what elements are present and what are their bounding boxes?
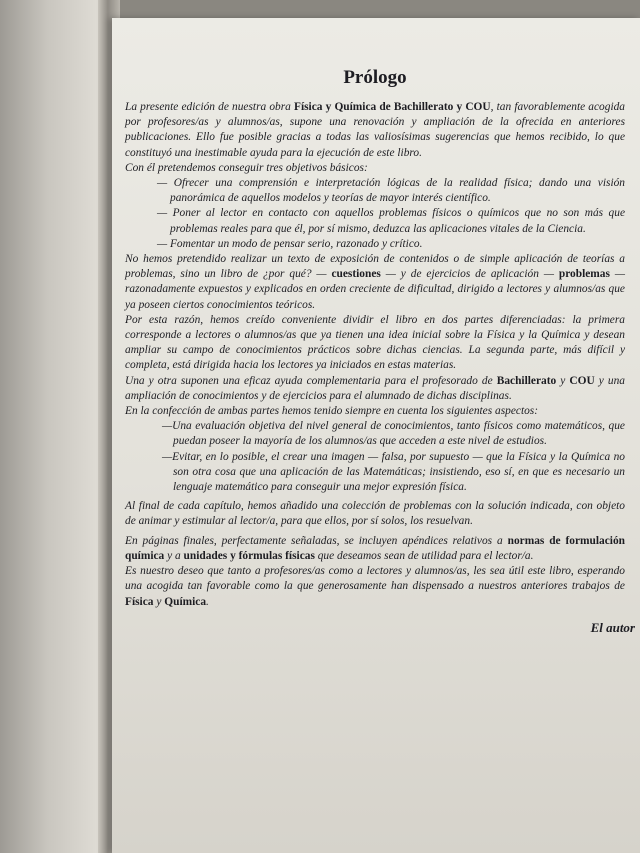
text-run: No hemos pretendido realizar un texto de exposición de contenidos o de simple aplicación de teorías a problemas, sino un libro de ¿por qué? —: [125, 253, 625, 281]
text-run: Por esta razón, hemos creído conveniente dividir el libro en dos partes diferenciadas: la primera corresponde a lectores o alumnos/as que ya tienen una idea inicial sobre la Física y la Química y desean ampliar su campo de conocimientos prácticos sobre dichas ciencias. La segunda parte, más difícil y completa, está dirigida hacia los lectores ya iniciados en estas materias.: [125, 313, 625, 372]
text-run: Al final de cada capítulo, hemos añadido una colección de problemas con la solución indicada, con objeto de animar y estimular al lector/a, para que ellos, por sí solos, los resuelvan.: [125, 500, 625, 528]
text-run: Una y otra suponen una eficaz ayuda complementaria para el profesorado de: [125, 374, 497, 387]
bold-text: COU: [569, 374, 595, 387]
text-run: Con él pretendemos conseguir tres objetivos básicos:: [125, 161, 368, 174]
text-run: — Ofrecer una comprensión e interpretación lógicas de la realidad física; dando una visión panorámica de aquellos modelos y teorías de mayor interés científico.: [157, 177, 625, 205]
text-run: y a: [164, 549, 184, 562]
text-run: Es nuestro deseo que tanto a profesores/as como a lectores y alumnos/as, les sea útil este libro, esperando una acogida tan favorable como la que generosamente han dispensado a nuestros anteriores trabajos de: [125, 565, 625, 593]
page-content: [125, 66, 635, 635]
list-item: [162, 450, 625, 496]
bold-text: normas de formulación química: [125, 534, 625, 562]
list-item: [157, 176, 625, 206]
paragraph: [125, 100, 625, 161]
text-run: — Fomentar un modo de pensar serio, razonado y crítico.: [157, 237, 423, 250]
bold-text: Física: [125, 595, 154, 608]
paragraph: [125, 313, 625, 374]
text-run: y: [556, 374, 570, 387]
text-run: —Una evaluación objetiva del nivel general de conocimientos, tanto físicos como matemáticos, que puedan poseer la mayoría de los alumnos/as que acceden a este nivel de estudios.: [162, 420, 625, 448]
text-run: En la confección de ambas partes hemos tenido siempre en cuenta los siguientes aspectos:: [125, 405, 539, 418]
list-item: [157, 237, 625, 252]
book-page: [112, 18, 640, 853]
text-run: .: [206, 595, 209, 608]
bold-text: problemas: [558, 268, 610, 281]
text-run: — y de ejercicios de aplicación —: [380, 268, 559, 281]
bold-text: cuestiones: [331, 268, 381, 281]
bold-text: unidades y fórmulas físicas: [183, 549, 315, 562]
text-run: — Poner al lector en contacto con aquellos problemas físicos o químicos que no son más que problemas reales para que él, por sí mismo, deduzca las aplicaciones vitales de la Ciencia.: [157, 207, 625, 235]
bold-text: Física y Química de Bachillerato y COU: [294, 101, 491, 113]
text-run: y una ampliación de conocimientos y de ejercicios para el alumnado de dichas disciplinas.: [125, 374, 625, 402]
text-run: — razonadamente expuestos y explicados en orden creciente de dificultad, dirigido a lectores y alumnos/as que ya poseen ciertos conocimientos teóricos.: [125, 268, 625, 311]
text-run: —Evitar, en lo posible, el crear una imagen — falsa, por supuesto — que la Física y la Química no son otra cosa que una aplicación de las Matemáticas; insistiendo, eso sí, en que es necesario un lenguaje matemático para conseguir una mejor expresión física.: [162, 450, 625, 494]
paragraph: [125, 534, 625, 564]
paragraph: [125, 564, 625, 610]
paragraph: [125, 252, 625, 313]
paragraph: [125, 374, 625, 404]
paragraph: [125, 161, 625, 176]
text-run: , tan favorablemente acogida por profesores/as y alumnos/as, supone una renovación y ampliación de la ofrecida en anteriores publicaciones. Ello fue posible gracias a todas las valiosísimas sugerencias que hemos recibido, lo que constituyó una inestimable ayuda para la ejecución de este libro.: [125, 101, 626, 159]
prologue-body: [125, 100, 625, 610]
paragraph: [125, 404, 625, 419]
bold-text: Bachillerato: [496, 374, 557, 387]
text-run: y: [153, 595, 165, 608]
signature: El autor: [590, 619, 635, 635]
list-item: [157, 206, 625, 236]
text-run: La presente edición de nuestra obra: [125, 101, 294, 113]
page-title: Prólogo: [343, 67, 407, 88]
paragraph: [125, 499, 625, 529]
bold-text: Química: [164, 595, 207, 608]
text-run: que deseamos sean de utilidad para el lector/a.: [314, 549, 534, 562]
list-item: [162, 419, 625, 449]
text-run: En páginas finales, perfectamente señaladas, se incluyen apéndices relativos a: [125, 534, 508, 547]
